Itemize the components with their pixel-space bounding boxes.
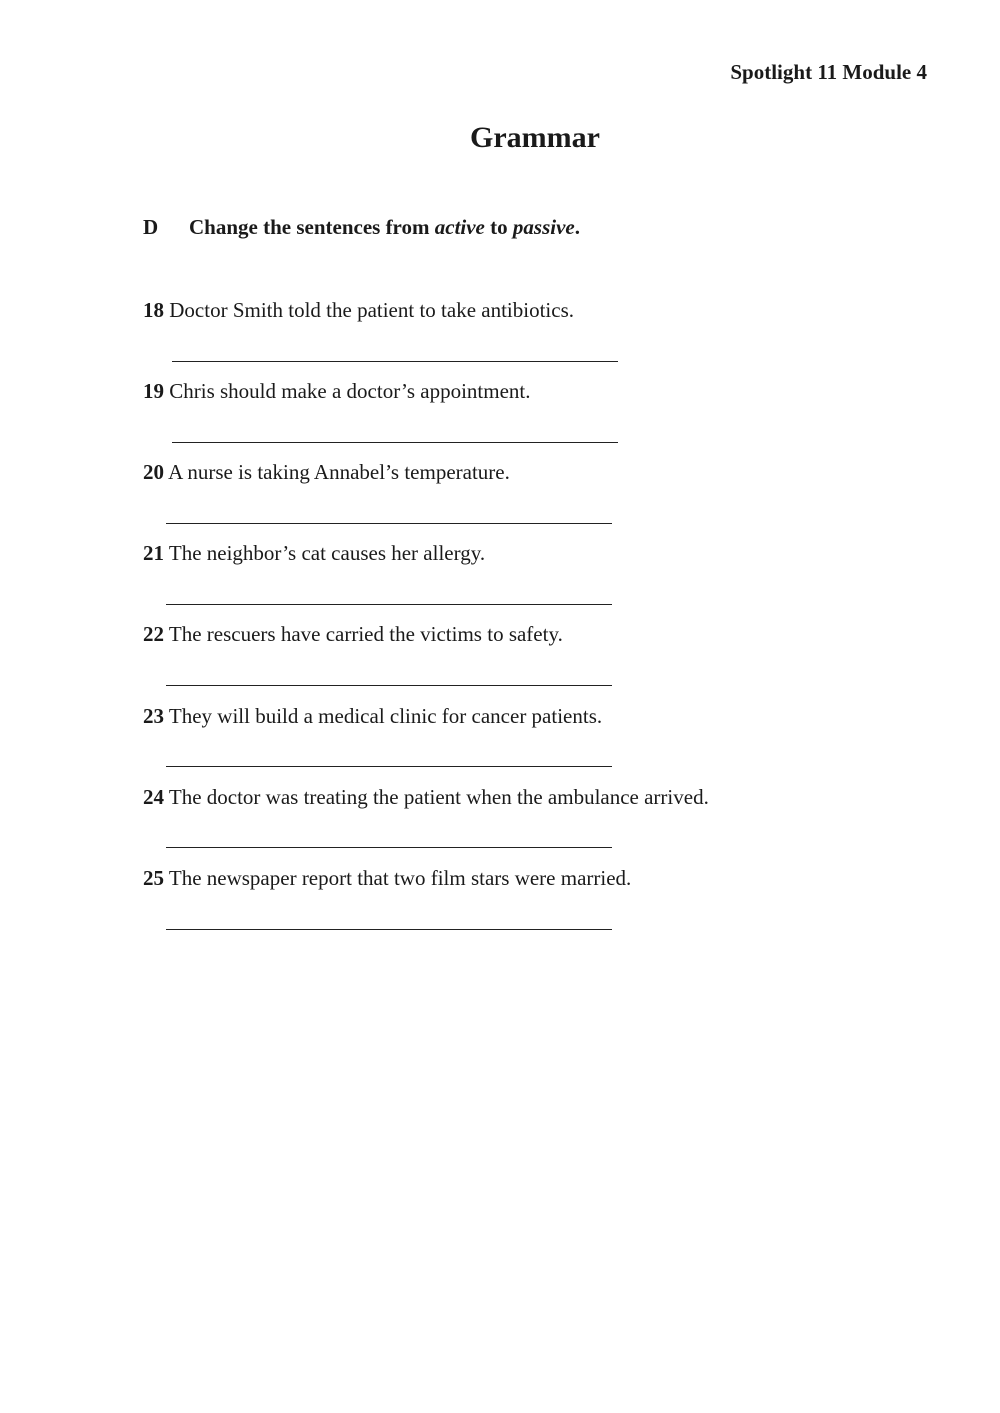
instruction-period: . xyxy=(574,215,580,239)
question-number: 24 xyxy=(143,785,164,809)
question-number: 23 xyxy=(143,704,164,728)
instruction-keyword-active: active xyxy=(434,215,485,239)
answer-line[interactable] xyxy=(166,685,612,686)
page-title: Grammar xyxy=(470,121,600,154)
question-item xyxy=(143,785,709,810)
question-number: 25 xyxy=(143,866,164,890)
section-letter: D xyxy=(143,215,159,239)
question-item xyxy=(143,541,485,566)
question-item xyxy=(143,298,574,323)
question-item xyxy=(143,704,602,729)
answer-line[interactable] xyxy=(166,523,612,524)
question-text: A nurse is taking Annabel’s temperature. xyxy=(168,460,510,484)
question-number: 20 xyxy=(143,460,164,484)
question-text: The doctor was treating the patient when the ambulance arrived. xyxy=(168,785,709,809)
question-number: 21 xyxy=(143,541,164,565)
answer-line[interactable] xyxy=(166,766,612,767)
question-text: The newspaper report that two film stars were married. xyxy=(168,866,632,890)
question-number: 19 xyxy=(143,379,164,403)
question-item xyxy=(143,460,510,485)
answer-line[interactable] xyxy=(166,847,612,848)
question-text: They will build a medical clinic for cancer patients. xyxy=(168,704,603,728)
question-item xyxy=(143,866,631,891)
answer-line[interactable] xyxy=(172,442,618,443)
question-text: Chris should make a doctor’s appointment. xyxy=(169,379,531,403)
course-module-label: Spotlight 11 Module 4 xyxy=(730,60,927,84)
question-number: 22 xyxy=(143,622,164,646)
section-instruction xyxy=(143,215,580,240)
question-text: The neighbor’s cat causes her allergy. xyxy=(168,541,486,565)
answer-line[interactable] xyxy=(166,604,612,605)
answer-line[interactable] xyxy=(166,929,612,930)
answer-line[interactable] xyxy=(172,361,618,362)
question-text: Doctor Smith told the patient to take antibiotics. xyxy=(169,298,575,322)
question-number: 18 xyxy=(143,298,164,322)
question-item xyxy=(143,379,530,404)
question-text: The rescuers have carried the victims to safety. xyxy=(168,622,563,646)
instruction-connector: to xyxy=(490,215,508,239)
instruction-keyword-passive: passive xyxy=(512,215,575,239)
instruction-text: Change the sentences from xyxy=(189,215,430,239)
question-item xyxy=(143,622,563,647)
